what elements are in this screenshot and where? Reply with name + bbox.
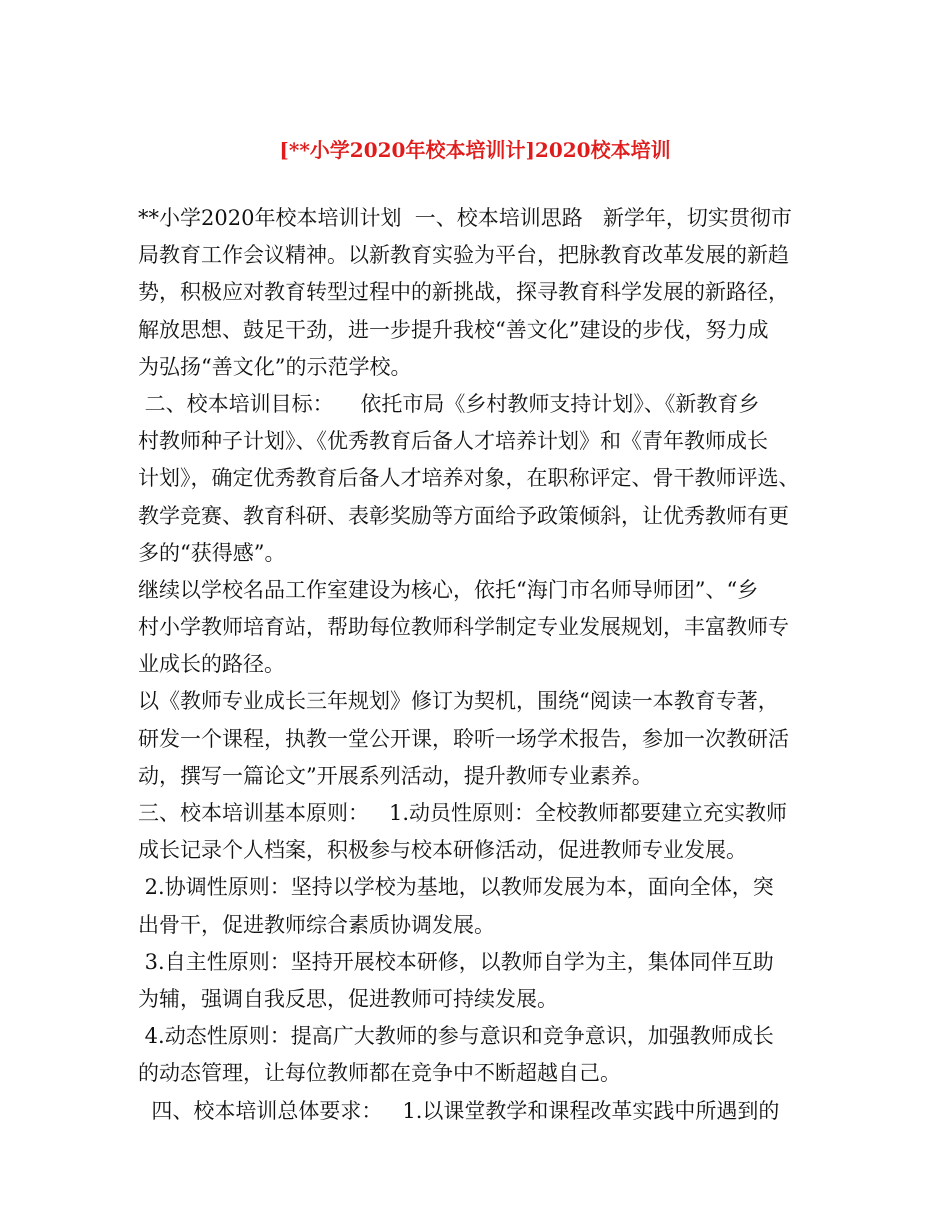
body-line: 4.动态性原则：提高广大教师的参与意识和竞争意识，加强教师成长: [138, 1024, 774, 1049]
body-line: 研发一个课程，执教一堂公开课，聆听一场学术报告，参加一次教研活: [138, 726, 789, 751]
body-line: 3.自主性原则：坚持开展校本研修，以教师自学为主，集体同伴互助: [138, 949, 774, 974]
body-line: 计划》，确定优秀教育后备人才培养对象，在职称评定、骨干教师评选、: [138, 466, 800, 491]
body-line: 成长记录个人档案，积极参与校本研修活动，促进教师专业发展。: [138, 838, 747, 863]
body-line: 多的“获得感”。: [138, 540, 286, 565]
body-line: **小学2020年校本培训计划 一、校本培训思路 新学年，切实贯彻市: [138, 206, 792, 230]
body-line: 势，积极应对教育转型过程中的新挑战，探寻教育科学发展的新路径，: [138, 280, 789, 305]
body-line: 为弘扬“善文化”的示范学校。: [138, 354, 412, 379]
body-line: 2.协调性原则：坚持以学校为基地，以教师发展为本，面向全体，突: [138, 875, 774, 900]
body-line: 以《教师专业成长三年规划》修订为契机，围绕“阅读一本教育专著，: [138, 689, 779, 714]
body-line: 为辅，强调自我反思，促进教师可持续发展。: [138, 986, 558, 1011]
body-line: 二、校本培训目标： 依托市局《乡村教师支持计划》、《新教育乡: [138, 391, 760, 416]
body-line: 动，撰写一篇论文”开展系列活动，提升教师专业素养。: [138, 763, 653, 788]
body-line: 业成长的路径。: [138, 652, 285, 677]
body-line: 解放思想、鼓足干劲，进一步提升我校“善文化”建设的步伐，努力成: [138, 317, 769, 342]
document-body: [138, 200, 828, 1130]
body-line: 的动态管理，让每位教师都在竞争中不断超越自己。: [138, 1061, 621, 1086]
body-line: 出骨干，促进教师综合素质协调发展。: [138, 912, 495, 937]
body-line: 教学竞赛、教育科研、表彰奖励等方面给予政策倾斜，让优秀教师有更: [138, 503, 789, 528]
document-title: [**小学2020年校本培训计]2020校本培训: [279, 138, 671, 162]
body-line: 局教育工作会议精神。以新教育实验为平台，把脉教育改革发展的新趋: [138, 243, 789, 268]
body-line: 三、校本培训基本原则： 1.动员性原则：全校教师都要建立充实教师: [138, 801, 788, 825]
body-line: 村小学教师培育站，帮助每位教师科学制定专业发展规划，丰富教师专: [138, 615, 789, 640]
body-line: 四、校本培训总体要求： 1.以课堂教学和课程改革实践中所遇到的: [138, 1098, 780, 1123]
body-line: 村教师种子计划》、《优秀教育后备人才培养计划》和《青年教师成长: [138, 429, 768, 454]
body-line: 继续以学校名品工作室建设为核心，依托“海门市名师导师团”、“乡: [138, 577, 759, 602]
